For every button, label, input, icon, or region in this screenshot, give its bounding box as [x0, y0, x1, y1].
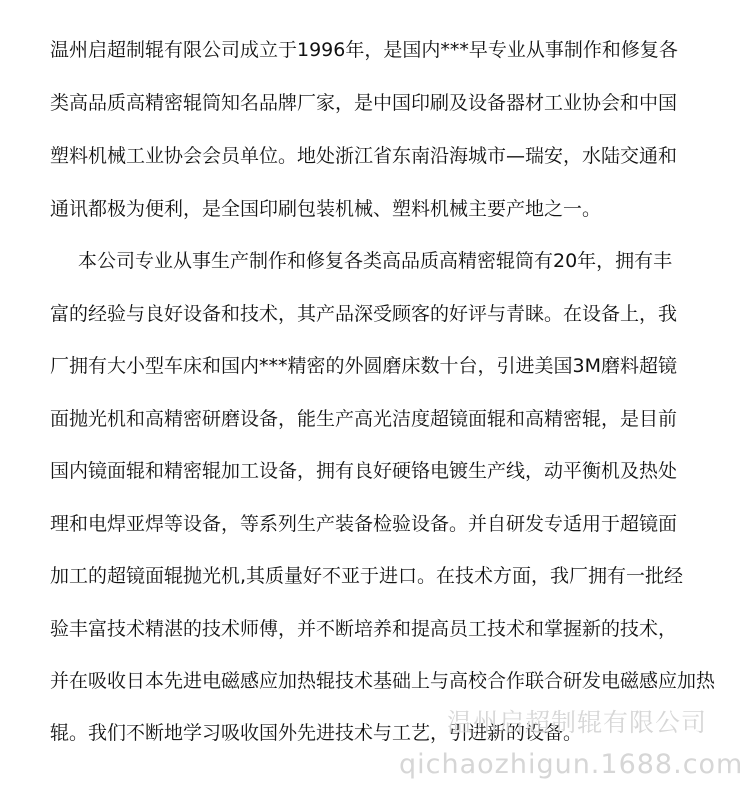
paragraph-1-line-2: 类高品质高精密辊筒知名品牌厂家，是中国印刷及设备器材工业协会和中国: [50, 92, 678, 114]
paragraph-1-line-4: 通讯都极为便利，是全国印刷包装机械、塑料机械主要产地之一。: [50, 198, 602, 220]
paragraph-2-line-8: 验丰富技术精湛的技术师傅，并不断培养和提高员工技术和掌握新的技术，: [50, 618, 678, 640]
paragraph-2-line-6: 理和电焊亚焊等设备，等系列生产装备检验设备。并自研发专适用于超镜面: [50, 513, 678, 535]
paragraph-1-line-1: 温州启超制辊有限公司成立于1996年，是国内***早专业从事制作和修复各: [50, 39, 678, 61]
paragraph-2-line-9: 并在吸收日本先进电磁感应加热辊技术基础上与高校合作联合研发电磁感应加热: [50, 670, 716, 692]
paragraph-2-line-4: 面抛光机和高精密研磨设备，能生产高光洁度超镜面辊和高精密辊，是目前: [50, 408, 678, 430]
paragraph-2-line-1: 本公司专业从事生产制作和修复各类高品质高精密辊筒有20年，拥有丰: [78, 250, 673, 272]
paragraph-2-line-7: 加工的超镜面辊抛光机,其质量好不亚于进口。在技术方面，我厂拥有一批经: [50, 565, 684, 587]
paragraph-2-line-5: 国内镜面辊和精密辊加工设备，拥有良好硬铬电镀生产线，动平衡机及热处: [50, 460, 678, 482]
paragraph-2-line-2: 富的经验与良好设备和技术，其产品深受顾客的好评与青睐。在设备上，我: [50, 303, 678, 325]
paragraph-2-line-10: 辊。我们不断地学习吸收国外先进技术与工艺，引进新的设备。: [50, 722, 583, 744]
watermark-company: 温州启超制辊有限公司: [447, 708, 708, 737]
watermark-url: qichaozhigun.1688.com: [399, 749, 744, 780]
paragraph-1-line-3: 塑料机械工业协会会员单位。地处浙江省东南沿海城市—瑞安，水陆交通和: [50, 145, 678, 167]
paragraph-2-line-3: 厂拥有大小型车床和国内***精密的外圆磨床数十台，引进美国3M磨料超镜: [50, 355, 677, 377]
